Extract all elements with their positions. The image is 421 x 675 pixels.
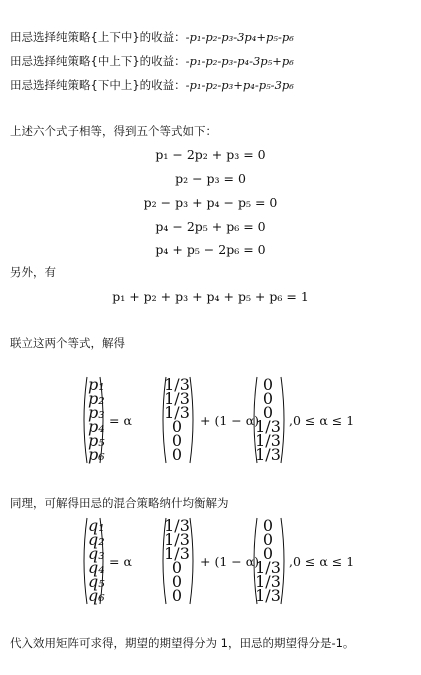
vector-entry: p₅	[88, 431, 105, 450]
vector-entry: 1/3	[164, 530, 190, 549]
vector-entry: 1/3	[255, 431, 281, 450]
vector-entry: 1/3	[164, 389, 190, 408]
alpha-vector	[164, 516, 190, 605]
p-solution-block	[0, 375, 421, 464]
equals-alpha: = α	[109, 413, 132, 428]
vector-entry: p₁	[88, 375, 105, 394]
vector-entry: 1/3	[164, 516, 190, 535]
similar-text: 同理，可解得田忌的混合策略纳什均衡解为	[10, 496, 229, 510]
payoff-line-2	[10, 53, 294, 69]
one-minus-alpha-vector	[255, 516, 281, 605]
payoff-line-3	[10, 77, 294, 93]
left-paren-icon	[80, 376, 88, 464]
equation-2: p₂ − p₃ = 0	[175, 171, 246, 186]
alpha-vector	[164, 375, 190, 464]
vector-entry: 0	[262, 530, 274, 549]
vector-entry: 1/3	[255, 445, 281, 464]
right-paren-icon	[189, 376, 197, 464]
alpha-condition: ,0 ≤ α ≤ 1	[289, 554, 355, 569]
equals-alpha: = α	[109, 554, 132, 569]
vector-entry: q₁	[88, 516, 105, 535]
vector-entry: p₄	[88, 417, 105, 436]
conclusion-text: 代入效用矩阵可求得，期望的期望得分为 1，田忌的期望得分是-1。	[10, 636, 355, 650]
vector-entry: 0	[171, 431, 183, 450]
vector-entry: p₃	[88, 403, 105, 422]
vector-entry: 1/3	[255, 558, 281, 577]
equation-5: p₄ + p₅ − 2p₆ = 0	[155, 242, 266, 257]
intro-text: 上述六个式子相等，得到五个等式如下：	[10, 124, 217, 138]
payoff-expression: -p₁-p₂-p₃+p₄-p₅-3p₆	[185, 78, 294, 92]
vector-entry: 0	[171, 445, 183, 464]
right-paren-icon	[280, 517, 288, 605]
payoff-line-1	[10, 29, 294, 45]
alpha-condition: ,0 ≤ α ≤ 1	[289, 413, 355, 428]
payoff-label: 田忌选择纯策略{下中上}的收益：	[10, 78, 186, 92]
payoff-label: 田忌选择纯策略{中上下}的收益：	[10, 54, 186, 68]
vector-entry: q₄	[88, 558, 105, 577]
vector-entry: q₂	[88, 530, 105, 549]
vector-entry: 1/3	[255, 586, 281, 605]
one-minus-alpha-vector	[255, 375, 281, 464]
vector-entry: 0	[171, 586, 183, 605]
vector-entry: 1/3	[164, 375, 190, 394]
sum-equation: p₁ + p₂ + p₃ + p₄ + p₅ + p₆ = 1	[112, 289, 309, 304]
also-text: 另外，有	[10, 265, 56, 279]
equation-3: p₂ − p₃ + p₄ − p₅ = 0	[143, 195, 278, 210]
equation-4: p₄ − 2p₅ + p₆ = 0	[155, 219, 266, 234]
solve-text: 联立这两个等式，解得	[10, 336, 125, 350]
vector-entry: 0	[262, 375, 274, 394]
vector-entry: 0	[171, 558, 183, 577]
vector-entry: p₂	[88, 389, 105, 408]
vector-entry: 0	[171, 572, 183, 591]
vector-entry: 1/3	[255, 572, 281, 591]
vector-entry: 0	[171, 417, 183, 436]
payoff-expression: -p₁-p₂-p₃-3p₄+p₅-p₆	[185, 30, 294, 44]
right-paren-icon	[99, 517, 107, 605]
right-paren-icon	[189, 517, 197, 605]
vector-entry: q₅	[88, 572, 105, 591]
vector-entry: 0	[262, 389, 274, 408]
vector-entry: 1/3	[164, 544, 190, 563]
vector-entry: 0	[262, 516, 274, 535]
one-minus-alpha: + (1 − α)	[200, 554, 260, 569]
vector-entry: q₃	[88, 544, 105, 563]
payoff-label: 田忌选择纯策略{上下中}的收益：	[10, 30, 186, 44]
payoff-expression: -p₁-p₂-p₃-p₄-3p₅+p₆	[185, 54, 294, 68]
one-minus-alpha: + (1 − α)	[200, 413, 260, 428]
vector-entry: q₆	[88, 586, 105, 605]
right-paren-icon	[280, 376, 288, 464]
q-solution-block	[0, 516, 421, 605]
right-paren-icon	[99, 376, 107, 464]
left-paren-icon	[80, 517, 88, 605]
equation-1: p₁ − 2p₂ + p₃ = 0	[155, 147, 266, 162]
vector-entry: 1/3	[164, 403, 190, 422]
vector-entry: 0	[262, 403, 274, 422]
vector-entry: p₆	[88, 445, 105, 464]
vector-entry: 1/3	[255, 417, 281, 436]
vector-entry: 0	[262, 544, 274, 563]
